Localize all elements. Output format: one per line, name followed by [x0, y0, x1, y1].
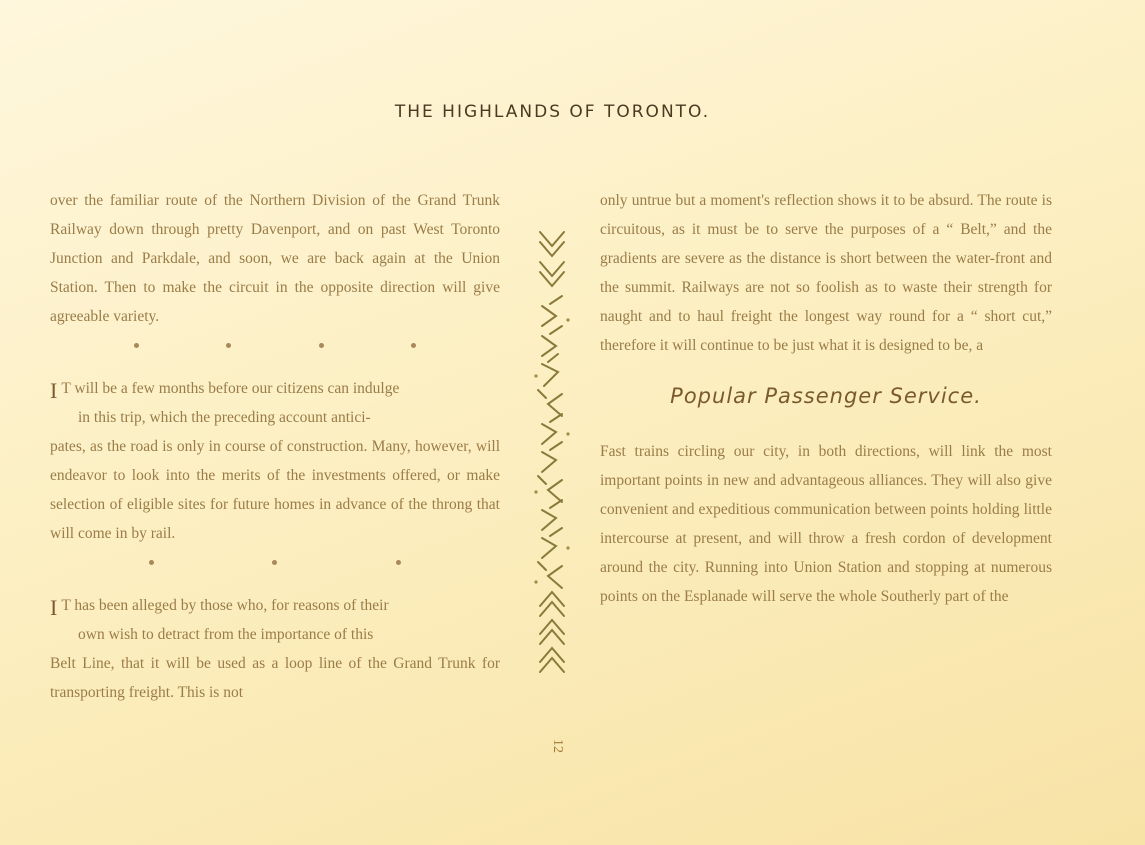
leaf-sprig-icon	[542, 296, 562, 326]
right-column	[600, 186, 1052, 611]
separator-dot	[149, 560, 154, 565]
leaf-sprig-icon	[542, 326, 562, 356]
leaf-chevron-icon	[540, 592, 564, 616]
left-paragraph-1: over the familiar route of the Northern Division of the Grand Trunk Railway down through pretty Davenport, and on past West Toronto Junction and Parkdale, and soon, we are back again at the Union Station. Then to make the circuit in the opposite direction will give agreeable variety.	[50, 192, 500, 325]
leaf-chevron-icon	[540, 262, 564, 286]
paragraph-remainder: Belt Line, that it will be used as a loop line of the Grand Trunk for transporting freight. This is not	[50, 655, 500, 701]
running-title: THE HIGHLANDS OF TORONTO.	[394, 102, 711, 122]
section-separator-dots	[50, 331, 500, 360]
section-separator-dots	[50, 548, 500, 577]
section-heading: Popular Passenger Service.	[670, 384, 982, 408]
paragraph-second-line: own wish to detract from the importance of this	[78, 626, 374, 643]
paragraph-first-line: T will be a few months before our citizens can indulge	[61, 380, 400, 397]
page-number: 12	[550, 739, 565, 753]
decorative-vine-ornament	[528, 226, 578, 686]
leaf-sprig-icon	[538, 562, 562, 588]
leaf-chevron-icon	[540, 648, 564, 672]
separator-dot	[411, 343, 416, 348]
leaf-sprig-icon	[538, 476, 562, 502]
leaf-chevron-icon	[540, 232, 564, 256]
leaf-sprig-icon	[542, 354, 558, 386]
left-paragraph-2	[50, 374, 500, 548]
separator-dot	[226, 343, 231, 348]
leaf-sprig-icon	[542, 442, 562, 472]
leaf-chevron-icon	[540, 620, 564, 644]
left-paragraph-3	[50, 591, 500, 707]
left-column	[50, 186, 500, 707]
drop-cap-initial: I	[50, 378, 58, 403]
paragraph-first-line: T has been alleged by those who, for reasons of their	[61, 597, 389, 614]
leaf-sprig-icon	[542, 414, 562, 444]
leaf-sprig-icon	[538, 390, 562, 416]
paragraph-remainder: pates, as the road is only in course of construction. Many, however, will endeavor to look into the merits of the investments offered, or make selection of eligible sites for future homes in advance of the throng that will come in by rail.	[50, 438, 500, 542]
separator-dot	[319, 343, 324, 348]
separator-dot	[272, 560, 277, 565]
drop-cap-initial: I	[50, 595, 58, 620]
separator-dot	[396, 560, 401, 565]
right-paragraph-1: only untrue but a moment's reflection shows it to be absurd. The route is circuitous, as it must be to serve the purposes of a “ Belt,” and the gradients are severe as the distance is short between the water-front and the summit. Railways are not so foolish as to waste their strength for naught and to haul freight the longest way round for a “ short cut,” therefore it will continue to be just what it is designed to be, a	[600, 192, 1052, 354]
separator-dot	[134, 343, 139, 348]
leaf-sprig-icon	[542, 500, 562, 530]
leaf-sprig-icon	[542, 528, 562, 558]
paragraph-second-line: in this trip, which the preceding account antici-	[78, 409, 371, 426]
right-paragraph-2: Fast trains circling our city, in both directions, will link the most important points in new and advantageous alliances. They will also give convenient and expeditious communication between points holding little intercourse at present, and will throw a fresh cordon of development around the city. Running into Union Station and stopping at numerous points on the Esplanade will serve the whole Southerly part of the	[600, 443, 1052, 605]
